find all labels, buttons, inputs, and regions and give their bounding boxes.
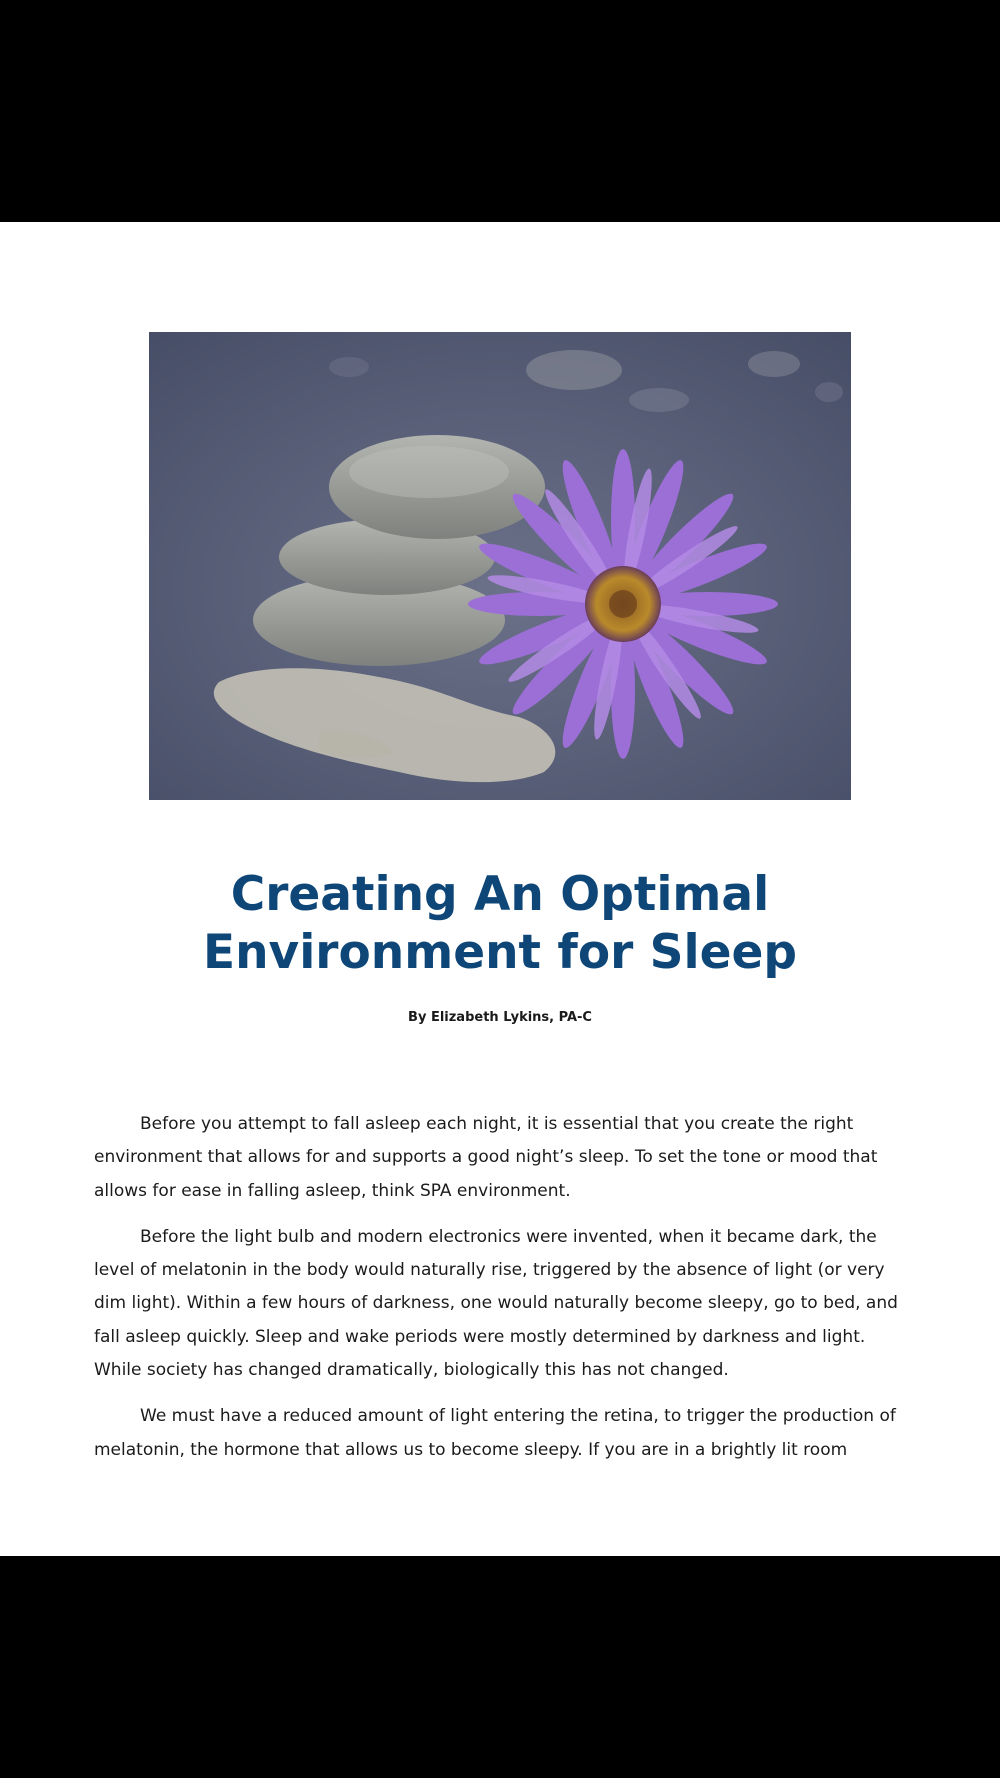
paragraph: We must have a reduced amount of light entering the retina, to trigger the production of melatonin, the hormone that allows us to become sleepy. If you are in a brightly lit room [94,1406,896,1460]
author-byline: By Elizabeth Lykins, PA-C [408,1010,592,1025]
title-line-1: Creating An Optimal [230,867,770,922]
document-page[interactable] [0,222,1000,1556]
article-title [0,866,1000,982]
paragraph: Before the light bulb and modern electronics were invented, when it became dark, the level of melatonin in the body would naturally rise, triggered by the absence of light (or very dim light). Within a few hours of darkness, one would naturally become sleepy, go to bed, and fall asleep quickly. Sleep and wake periods were mostly determined by darkness and light. While society has changed dramatically, biologically this has not changed. [94,1226,898,1381]
title-line-2: Environment for Sleep [202,925,798,980]
bottom-black-bar [0,1556,1000,1778]
paragraph: Before you attempt to fall asleep each night, it is essential that you create the right environment that allows for and supports a good night’s sleep. To set the tone or mood that allows for ease in falling asleep, think SPA environment. [94,1114,878,1201]
hero-image [149,332,851,800]
top-black-bar [0,0,1000,222]
article-body [94,1108,914,1480]
